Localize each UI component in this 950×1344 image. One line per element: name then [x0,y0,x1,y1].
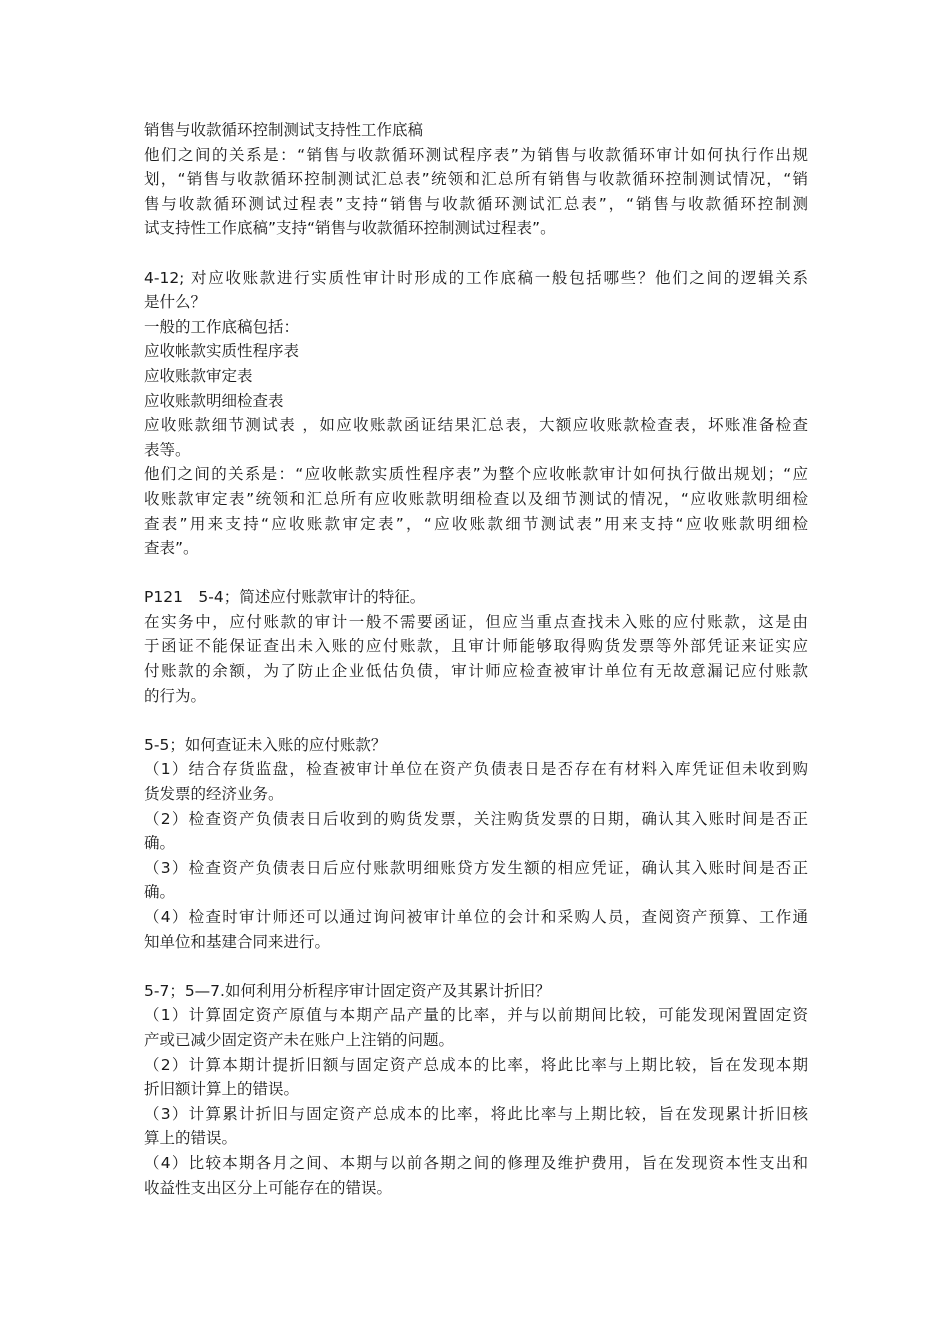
text-line: 他们之间的关系是：“应收帐款实质性程序表”为整个应收帐款审计如何执行做出规划；“应 [144,465,808,484]
text-line: 折旧额计算上的错误。 [144,1080,300,1099]
text-line: 销售与收款循环控制测试支持性工作底稿 [144,121,424,139]
text-line: 算上的错误。 [144,1129,238,1148]
text-line: 收账款审定表”统领和汇总所有应收账款明细检查以及细节测试的情况，“应收账款明细检 [144,489,808,508]
text-line: 的行为。 [144,686,207,705]
text-line: 售与收款循环测试过程表”支持“销售与收款循环测试汇总表”，“销售与收款循环控制测 [144,194,808,213]
text-line: （4）检查时审计师还可以通过询问被审计单位的会计和采购人员，查阅资产预算、工作通 [144,908,808,926]
text-line: 他们之间的关系是：“销售与收款循环测试程序表”为销售与收款循环审计如何执行作出规 [144,145,808,164]
text-line: 于函证不能保证查出未入账的应付账款，且审计师能够取得购货发票等外部凭证来证实应 [144,637,808,656]
text-line: 应收帐款实质性程序表 [144,342,300,361]
text-section [144,266,808,561]
text-line: 一般的工作底稿包括： [144,317,300,336]
text-line: （3）检查资产负债表日后应付账款明细账贷方发生额的相应凭证，确认其入账时间是否正 [144,858,808,877]
text-line: （4）比较本期各月之间、本期与以前各期之间的修理及维护费用，旨在发现资本性支出和 [144,1153,808,1172]
text-line: （1）计算固定资产原值与本期产品产量的比率，并与以前期间比较，可能发现闲置固定资 [144,1006,808,1025]
text-line: 查表”。 [144,539,199,558]
text-line: 试支持性工作底稿”支持“销售与收款循环控制测试过程表”。 [144,219,556,238]
paragraph-gap [144,241,808,266]
text-line: 付账款的余额，为了防止企业低估负债，审计师应检查被审计单位有无故意漏记应付账款 [144,662,808,681]
text-section [144,733,808,954]
text-line: 应收账款审定表 [144,366,253,385]
text-line: 确。 [144,883,176,902]
text-line: P121 5-4；简述应付账款审计的特征。 [144,588,426,607]
text-line: 在实务中，应付账款的审计一般不需要函证，但应当重点查找未入账的应付账款，这是由 [144,612,808,631]
text-line: （1）结合存货监盘，检查被审计单位在资产负债表日是否存在有材料入库凭证但未收到购 [144,760,808,779]
text-line: （2）计算本期计提折旧额与固定资产总成本的比率，将此比率与上期比较，旨在发现本期 [144,1055,808,1074]
document-body [144,118,808,1200]
text-line: 应收账款细节测试表 ，如应收账款函证结果汇总表，大额应收账款检查表，坏账准备检查 [144,416,808,435]
text-line: 划，“销售与收款循环控制测试汇总表”统领和汇总所有销售与收款循环控制测试情况，“销 [144,170,808,189]
text-line: 产或已减少固定资产未在账户上注销的问题。 [144,1030,455,1049]
text-line: 收益性支出区分上可能存在的错误。 [144,1178,393,1197]
text-line: 5-7；5—7.如何利用分析程序审计固定资产及其累计折旧？ [144,981,551,1000]
text-section [144,585,808,708]
text-line: 是什么？ [144,293,207,312]
paragraph-gap [144,954,808,979]
text-line: 知单位和基建合同来进行。 [144,932,331,951]
text-line: 确。 [144,834,176,853]
text-line: 查表”用来支持“应收账款审定表”，“应收账款细节测试表”用来支持“应收账款明细检 [144,514,808,533]
text-section [144,118,808,241]
text-line: 4-12; 对应收账款进行实质性审计时形成的工作底稿一般包括哪些？他们之间的逻辑关系 [144,268,808,287]
paragraph-gap [144,708,808,733]
text-line: 货发票的经济业务。 [144,785,284,804]
text-line: 表等。 [144,440,191,459]
text-line: 5-5；如何查证未入账的应付账款？ [144,735,387,754]
paragraph-gap [144,561,808,586]
text-line: 应收账款明细检查表 [144,391,284,410]
text-section [144,979,808,1200]
text-line: （2）检查资产负债表日后收到的购货发票，关注购货发票的日期，确认其入账时间是否正 [144,809,808,828]
text-line: （3）计算累计折旧与固定资产总成本的比率，将此比率与上期比较，旨在发现累计折旧核 [144,1104,808,1123]
